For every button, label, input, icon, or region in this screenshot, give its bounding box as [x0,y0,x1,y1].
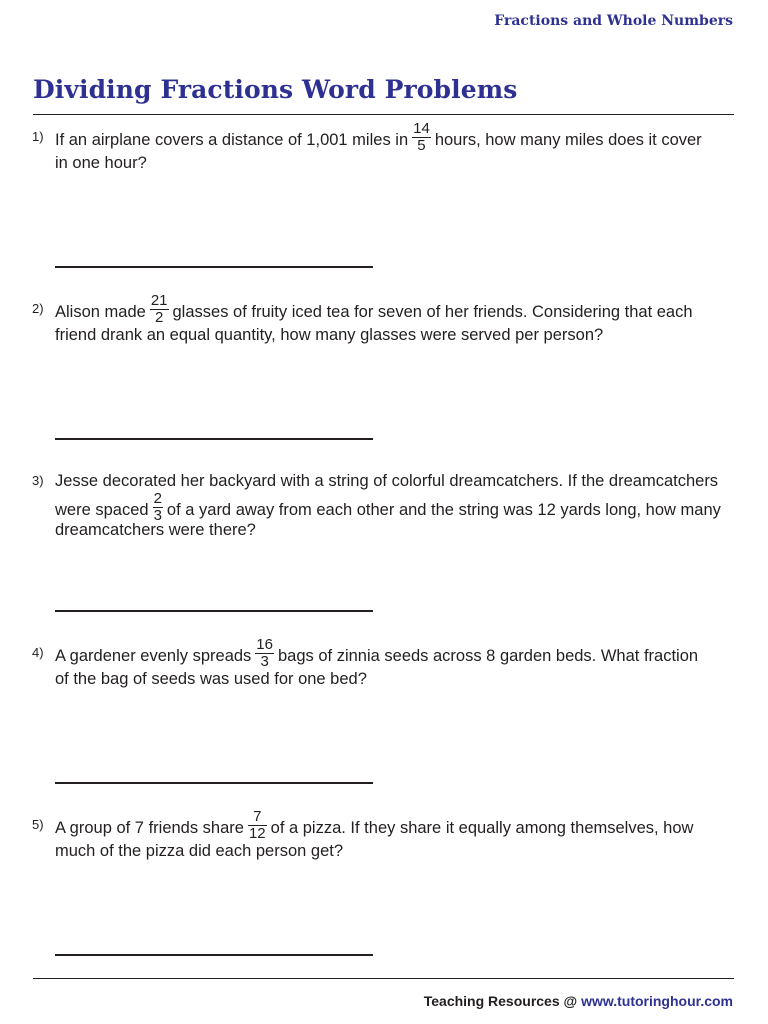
problem-text-segment: of a pizza. If they share it equally among themselves, how [270,818,694,837]
fraction-numerator: 2 [153,490,162,507]
fraction-denominator: 3 [260,653,269,670]
problem-text-segment: glasses of fruity iced tea for seven of her friends. Considering that each [172,302,693,321]
fraction-denominator: 2 [154,309,164,326]
fraction [150,293,169,326]
problem-text-line: much of the pizza did each person get? [55,842,344,860]
fraction [248,809,267,842]
problem-text-line: in one hour? [55,154,147,172]
problem-text-segment: A group of 7 friends share [55,818,244,837]
problem-text-line: friend drank an equal quantity, how many glasses were served per person? [55,326,604,344]
answer-line[interactable] [55,610,373,612]
problem-number: 5) [32,817,44,832]
footer-website-link[interactable]: www.tutoringhour.com [581,993,733,1009]
fraction-numerator: 16 [256,636,273,653]
fraction-numerator: 21 [150,292,168,309]
answer-line[interactable] [55,266,373,268]
fraction-denominator: 5 [417,137,426,154]
fraction [153,491,163,524]
answer-line[interactable] [55,782,373,784]
problem-text-segment: hours, how many miles does it cover [434,130,702,149]
worksheet-title: Dividing Fractions Word Problems [33,75,518,104]
fraction-numerator: 14 [413,120,430,137]
problem-number: 4) [32,645,44,660]
answer-line[interactable] [55,954,373,956]
fraction-numerator: 7 [253,808,262,825]
fraction-denominator: 12 [248,825,266,842]
problem-number: 2) [32,301,44,316]
problem-text [55,468,747,543]
problem-text-segment: were spaced [55,500,149,519]
footer-label: Teaching Resources @ [423,993,578,1009]
footer-divider [33,978,734,979]
fraction [255,637,274,670]
title-divider [33,114,734,115]
problem-text [55,120,747,176]
fraction-denominator: 3 [153,507,162,524]
problem-text-segment: of a yard away from each other and the string was 12 yards long, how many [166,500,721,519]
problem-text-segment: bags of zinnia seeds across 8 garden beds. What fraction [277,646,699,665]
worksheet-topic: Fractions and Whole Numbers [494,13,733,29]
problem-text-segment: Alison made [55,302,146,321]
answer-line[interactable] [55,438,373,440]
problem-text [55,808,747,864]
problem-number: 1) [32,129,44,144]
problem-text-line: dreamcatchers were there? [55,521,256,539]
problem-text-segment: A gardener evenly spreads [55,646,252,665]
fraction [412,121,431,154]
problem-number: 3) [32,473,44,488]
problem-text [55,292,747,348]
footer [424,993,733,1009]
problem-text-line: Jesse decorated her backyard with a string of colorful dreamcatchers. If the dreamcatchers [55,472,719,490]
problem-text-segment: If an airplane covers a distance of 1,001 miles in [55,130,409,149]
problem-text-line: of the bag of seeds was used for one bed? [55,670,367,688]
problem-text [55,636,747,692]
